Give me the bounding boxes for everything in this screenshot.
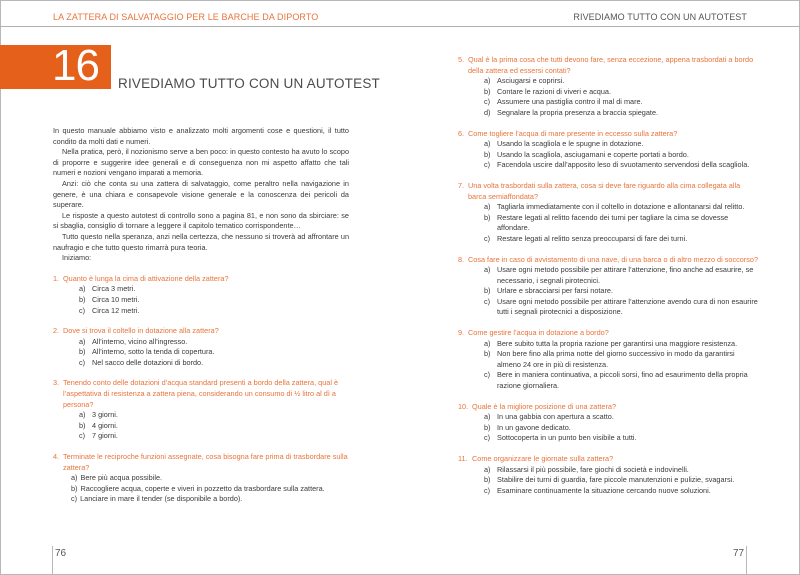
right-page-column	[458, 55, 758, 496]
question-4	[53, 452, 349, 505]
answer-option: a) Usare ogni metodo possibile per attirare l’attenzione, fino anche ad esaurire, se necessario, i segnali pirotecnici.	[484, 265, 754, 285]
answer-option: a) Usando la scagliola e le spugne in dotazione.	[484, 139, 644, 149]
intro-paragraph: Anzi: ciò che conta su una zattera di salvataggio, come peraltro nella navigazione in genere, è una chiara e consapevole visione generale e la conoscenza dei pericoli da superare.	[53, 178, 349, 210]
answer-option: c) Bere in maniera continuativa, a piccoli sorsi, fino ad esaurimento della propria razione giornaliera.	[484, 370, 748, 391]
header-rule	[0, 26, 800, 27]
question-6	[458, 129, 758, 171]
answer-option: b) Circa 10 metri.	[79, 294, 140, 304]
answer-option: c) Facendola uscire dall’apposito leso di svuotamento servendosi della scagliola.	[484, 160, 750, 170]
question-text: Come gestire l’acqua in dotazione a bordo?	[468, 328, 609, 338]
answer-option: b) Usando la scagliola, asciugamani e coperte portati a bordo.	[484, 149, 689, 159]
running-header-left: LA ZATTERA DI SALVATAGGIO PER LE BARCHE DA DIPORTO	[53, 12, 319, 22]
answer-option: b) All’interno, sotto la tenda di copertura.	[79, 347, 215, 357]
running-header-right: RIVEDIAMO TUTTO CON UN AUTOTEST	[573, 12, 747, 22]
answer-option: c) Sottocoperta in un punto ben visibile a tutti.	[484, 433, 637, 443]
answer-option: a) Bere più acqua possibile.	[71, 473, 163, 483]
page-border-top	[0, 0, 800, 1]
question-2	[53, 326, 349, 368]
answer-option: d) Segnalare la propria presenza a braccia spiegate.	[484, 107, 659, 117]
answer-option: c) Circa 12 metri.	[79, 305, 140, 315]
question-number: 10.	[458, 401, 469, 411]
question-text: Quanto è lunga la cima di attivazione della zattera?	[63, 273, 229, 283]
question-number: 2.	[53, 326, 60, 336]
question-1	[53, 274, 349, 316]
left-page-column	[53, 126, 349, 505]
answer-option: a) Tagliarla immediatamente con il coltello in dotazione e allontanarsi dal relitto.	[484, 202, 745, 212]
question-10	[458, 402, 758, 444]
question-number: 1.	[53, 273, 60, 283]
answer-option: b) Non bere fino alla prima notte del giorno successivo in modo da garantirsi almeno 24 ore in più di resistenza.	[484, 349, 735, 369]
question-text: Qual è la prima cosa che tutti devono fare, senza eccezione, appena trasbordati a bordo della zattera ed essersi contati?	[468, 55, 754, 75]
intro-paragraph: Nella pratica, però, il nozionismo serve a ben poco: in questo contesto ha avuto lo scopo di proporre e suggerire idee generali e di conseguenza non mi aspetto affatto che tali numeri e nozioni vengano imparati a memoria.	[53, 147, 349, 178]
question-text: Quale è la migliore posizione di una zattera?	[472, 401, 616, 411]
answer-option: c) 7 giorni.	[79, 431, 118, 441]
chapter-title: RIVEDIAMO TUTTO CON UN AUTOTEST	[118, 76, 380, 91]
question-number: 4.	[53, 452, 60, 462]
question-3	[53, 378, 349, 442]
answer-option: c) Esaminare continuamente la situazione cercando nuove soluzioni.	[484, 485, 711, 495]
question-11	[458, 454, 758, 496]
intro-paragraph: Iniziamo:	[62, 253, 92, 263]
answer-option: b) In un gavone dedicato.	[484, 422, 571, 432]
question-text: Una volta trasbordati sulla zattera, cosa si deve fare riguardo alla cima collegata alla barca semiaffondata?	[468, 180, 741, 201]
answer-option: a) 3 giorni.	[79, 410, 118, 420]
question-number: 11.	[458, 454, 468, 463]
answer-option: c) Lanciare in mare il tender (se disponibile a bordo).	[71, 494, 243, 504]
intro-paragraph: In questo manuale abbiamo visto e analizzato molti argomenti cose e questioni, il tutto condito da molti dati e numeri.	[53, 126, 349, 146]
question-number: 7.	[458, 180, 465, 190]
answer-option: b) Restare legati al relitto facendo dei turni per tagliare la cima se dovesse affondare.	[484, 212, 729, 233]
question-number: 8.	[458, 254, 465, 264]
page-number-rule-left	[52, 546, 53, 575]
answer-option: c) Nel sacco delle dotazioni di bordo.	[79, 357, 204, 367]
page-number-rule-right	[746, 546, 747, 575]
chapter-number: 16	[52, 41, 99, 90]
answer-option: a) All’interno, vicino all’ingresso.	[79, 336, 188, 346]
page-number-left: 76	[55, 548, 67, 559]
answer-option: b) Raccogliere acqua, coperte e viveri in pozzetto da trasbordare sulla zattera.	[71, 483, 325, 493]
question-text: Dove si trova il coltello in dotazione alla zattera?	[63, 326, 219, 336]
page-number-right: 77	[733, 548, 745, 559]
answer-option: a) Circa 3 metri.	[79, 284, 136, 294]
question-8	[458, 255, 758, 319]
question-text: Terminate le reciproche funzioni assegnate, cosa bisogna fare prima di trasbordare sulla zattera?	[63, 452, 348, 472]
answer-option: a) In una gabbia con apertura a scatto.	[484, 412, 614, 422]
answer-option: b) Contare le razioni di viveri e acqua.	[484, 86, 611, 96]
question-text: Cosa fare in caso di avvistamento di una nave, di una barca o di altro mezzo di soccorso?	[468, 254, 759, 264]
answer-option: b) Urlare e sbracciarsi per farsi notare.	[484, 286, 613, 296]
answer-option: a) Asciugarsi e coprirsi.	[484, 76, 565, 86]
answer-option: a) Bere subito tutta la propria razione per garantirsi una maggiore resistenza.	[484, 338, 738, 348]
question-text: Come organizzare le giornate sulla zattera?	[472, 454, 614, 463]
question-number: 3.	[53, 378, 60, 388]
question-9	[458, 328, 758, 392]
question-number: 5.	[458, 55, 465, 64]
question-number: 9.	[458, 328, 465, 338]
question-text: Tenendo conto delle dotazioni d’acqua standard presenti a bordo della zattera, qual è l’aspettativa di resistenza a zattera piena, considerando un consumo di ½ litro al dì a persona?	[63, 378, 339, 409]
question-text: Come togliere l’acqua di mare presente in eccesso sulla zattera?	[468, 128, 678, 138]
answer-option: c) Restare legati al relitto senza preoccuparsi di fare dei turni.	[484, 233, 688, 243]
answer-option: a) Rilassarsi il più possibile, fare giochi di società e indovinelli.	[484, 464, 689, 474]
answer-option: c) Usare ogni metodo possibile per attirare l’attenzione avendo cura di non esaurire tutti i segnali pirotecnici a disposizione.	[484, 296, 758, 317]
answer-option: b) Stabilire dei turni di guardia, fare piccole manutenzioni e pulizie, svagarsi.	[484, 475, 735, 485]
intro-paragraph: Le risposte a questo autotest di controllo sono a pagina 81, e non sono da sbirciare: se si sbaglia, consiglio di tornare a leggere il capitolo tematico corrispondente…	[53, 210, 349, 231]
question-number: 6.	[458, 128, 465, 138]
question-5	[458, 55, 758, 119]
answer-option: b) 4 giorni.	[79, 420, 118, 430]
question-7	[458, 181, 758, 245]
answer-option: c) Assumere una pastiglia contro il mal di mare.	[484, 97, 643, 107]
intro-paragraph: Tutto questo nella speranza, anzi nella certezza, che nessuno si troverà ad affrontare un naufragio e che tutto questo rimarrà pura teoria.	[53, 231, 349, 252]
